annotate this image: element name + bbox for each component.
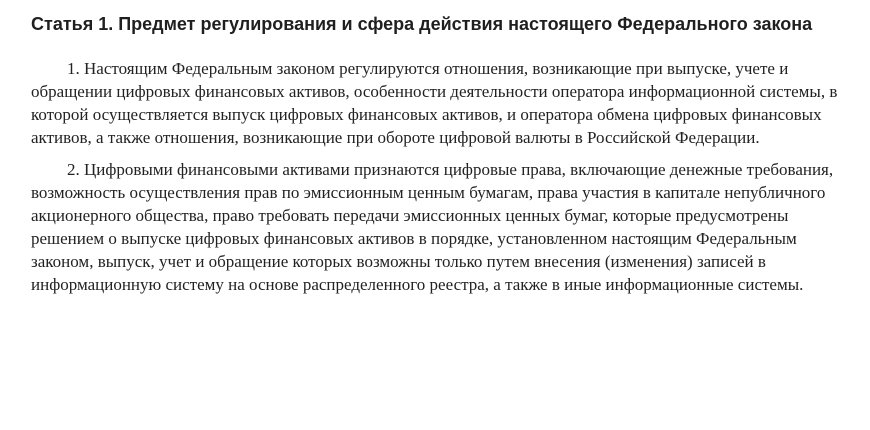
article-heading: Статья 1. Предмет регулирования и сфера действия настоящего Федерального закона <box>31 14 813 34</box>
article-paragraph-1: 1. Настоящим Федеральным законом регулируются отношения, возникающие при выпуске, учете и обращении цифровых финансовых активов, особенности деятельности оператора информационной системы, в которой осуществляется выпуск цифровых финансовых активов, и оператора обмена цифровых финансовых активов, а также отношения, возникающие при обороте цифровой валюты в Российской Федерации. <box>31 59 838 147</box>
article-paragraph-2: 2. Цифровыми финансовыми активами признаются цифровые права, включающие денежные требования, возможность осуществления прав по эмиссионным ценным бумагам, права участия в капитале непубличного акционерного общества, право требовать передачи эмиссионных ценных бумаг, которые предусмотрены решением о выпуске цифровых финансовых активов в порядке, установленном настоящим Федеральным законом, выпуск, учет и обращение которых возможны только путем внесения (изменения) записей в информационную систему на основе распределенного реестра, а также в иные информационные системы. <box>31 160 834 294</box>
